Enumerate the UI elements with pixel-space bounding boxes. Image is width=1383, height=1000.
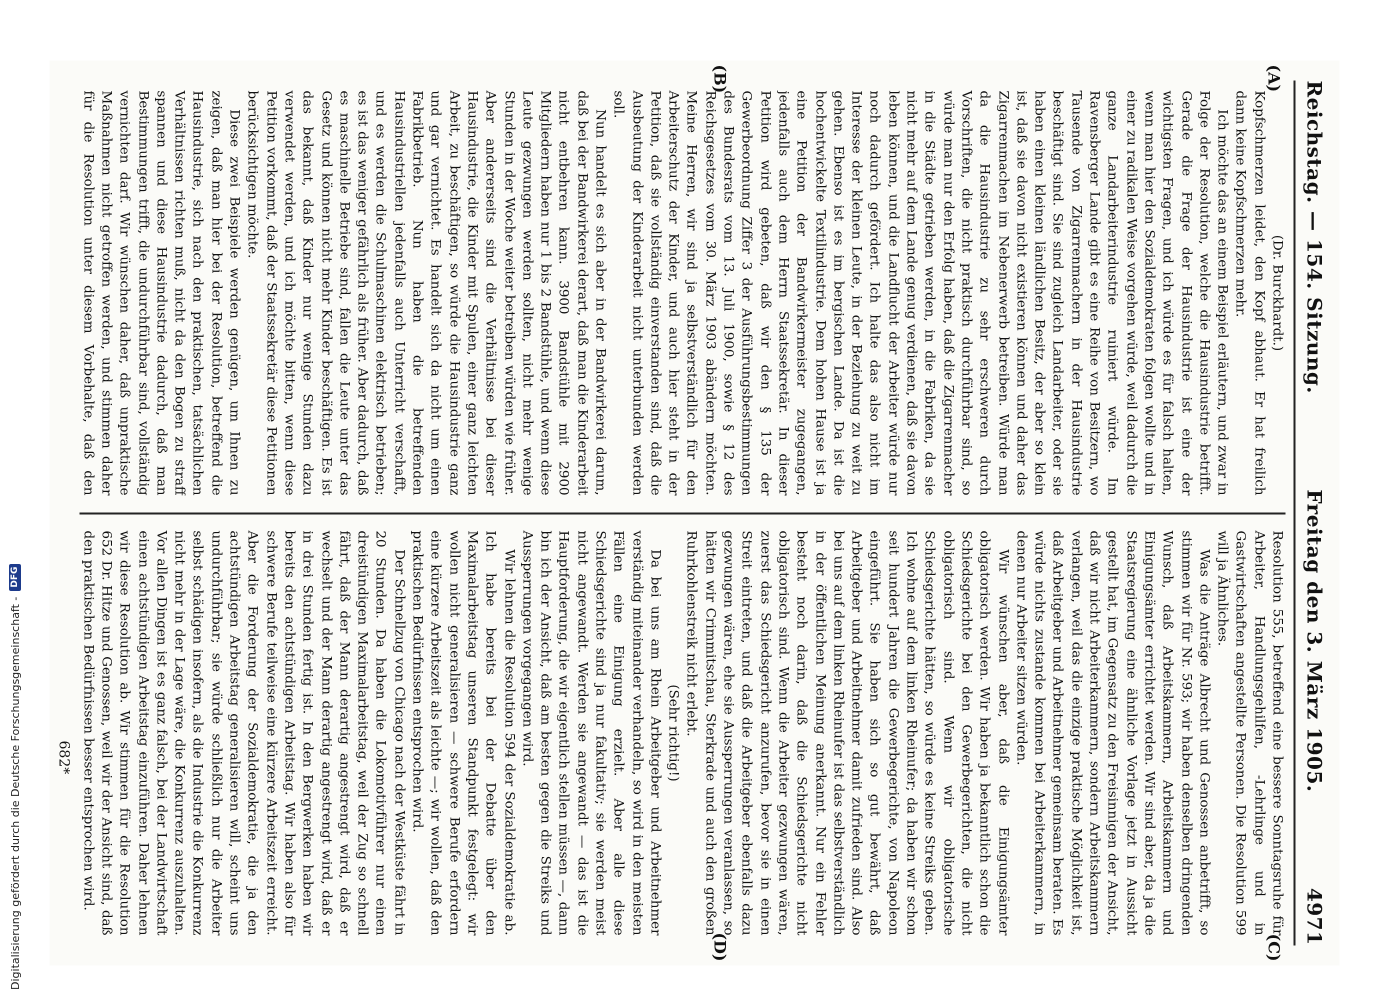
margin-marker-d: (D): [710, 932, 730, 962]
paragraph: Wir lehnen die Resolution 594 der Sozialdemokratie ab. Ich habe bereits bei der Debatte über den Maximalarbeitstag unseren Standpunkt festgelegt: wir wollen nicht generalisieren — schwere Berufe erfordern eine kürzere Arbeitszeit als leichte —; wir wollen, daß den praktischen Bedürfnissen entsprochen wird.: [409, 530, 517, 936]
paragraph: Ich möchte das an einem Beispiel erläutern, und zwar in Folge der Resolution, welche die Hausindustrie betrifft. Gerade die Frage der Hausindustrie ist eine der wichtigsten Fragen, und ich würde es für falsch halten, wenn man hier den Sozialdemokraten folgen wollte und in einer zu radikalen Weise vorgehen würde, weil dadurch die ganze Landarbeiterindustrie ruiniert würde. Im Ravensberger Lande gibt es eine Reihe von Besitzern, wo Tausende von Zigarrenmachern in der Hausindustrie beschäftigt sind. Sie sind zugleich Landarbeiter, oder sie haben einen kleinen ländlichen Besitz, der aber so klein ist, daß sie davon nicht existieren können und daher das Zigarrenmachen im Nebenerwerb betreiben. Würde man da die Hausindustrie zu sehr erschweren durch Vorschriften, die nicht praktisch durchführbar sind, so würde man nur den Erfolg haben, daß die Zigarrenmacher in die Städte getrieben werden, in die Fabriken, da sie nicht mehr auf dem Lande genug verdienen, daß sie davon leben können, und die Landflucht der Arbeiter würde nur noch dadurch gefördert. Ich halte das also nicht im Interesse der kleinen Leute, in der Beziehung zu weit zu gehen. Ebenso ist es im bergischen Lande. Da ist die hochentwickelte Textilindustrie. Dem hohen Hause ist ja eine Petition der Bandwirkermeister zugegangen, jedenfalls auch dem Herrn Staatssekretär. In dieser Petition wird gebeten, daß wir den § 135 der Gewerbeordnung Ziffer 3 der Ausführungsbestimmungen des Bundesrats vom 13. Juli 1900, sowie § 12 des Reichsgesetzes vom 30. März 1903 abändern möchten. Meine Herren, wir sind ja selbstverständlich für den Arbeiterschutz der Kinder, und auch hier steht in der Petition, daß sie vollständig einverstanden sind, daß die Ausbeutung der Kinderarbeit nicht unterbunden werden soll.: [610, 90, 1230, 496]
paragraph: Was die Anträge Albrecht und Genossen anbetrifft, so stimmen wir für Nr. 593; wir haben denselben dringenden Wunsch, daß Arbeitskammern, Arbeitskammern und Einigungsämter errichtet werden. Wir sind aber, da ja die Staatsregierung eine ähnliche Vorlage jetzt in Aussicht gestellt hat, im Gegensatz zu den Freisinnigen der Ansicht, daß wir nicht Arbeiterkammern, sondern Arbeitskammern verlangen, weil das die einzige praktische Möglichkeit ist, daß Arbeitgeber und Arbeitnehmer gemeinsam beraten. Es würde nichts zustande kommen bei Arbeiterkammern, in denen nur Arbeiter sitzen würden.: [1013, 530, 1212, 936]
page-number: 4971: [1302, 887, 1327, 946]
right-column: [80, 531, 1286, 936]
dfg-credit-note: [6, 430, 24, 990]
dfg-logo-icon: DFG: [9, 564, 21, 591]
signature-mark: 682*: [55, 740, 72, 775]
header-rule: [1294, 81, 1296, 946]
paragraph: Da bei uns am Rhein Arbeitgeber und Arbeitnehmer verständig miteinander verhandeln, so wird in den meisten Fällen eine Einigung erzielt. Aber alle diese Schiedsgerichte sind ja nur fakultativ; sie werden meist nicht angewandt. Werden sie angewandt — das ist die Hauptforderung, die wir eigentlich stellen müssen —, dann bin ich der Ansicht, daß am besten gegen die Streiks und Aussperrungen vorgegangen wird.: [519, 530, 663, 936]
header-right: Freitag den 3. März 1905.: [1302, 489, 1327, 793]
paragraph: Diese zwei Beispiele werden genügen, um Ihnen zu zeigen, daß man hier bei der Resolution, betreffend die Hausindustrie, sich nach den praktischen, tatsächlichen Verhältnissen richten muß, nicht da den Bogen zu straff spannen und diese Hausindustrie dadurch, daß man Bestimmungen trifft, die undurchführbar sind, vollständig vernichten darf. Wir wünschen daher, daß unpraktische Maßnahmen nicht getroffen werden, und stimmen daher für die Resolution unter diesem Vorbehalte, daß den: [80, 90, 242, 496]
dfg-credit-text: Digitalisierung gefördert durch die Deutsche Forschungsgemeinschaft -: [8, 596, 22, 990]
scanned-page: [50, 60, 1340, 965]
interjection: (Sehr richtig!): [665, 684, 681, 782]
header-left: Reichstag. — 154. Sitzung.: [1302, 80, 1327, 394]
page-header: [1302, 81, 1328, 946]
margin-marker-b: (B): [710, 64, 730, 94]
left-column: [80, 91, 1286, 496]
speaker-label: (Dr. Burckhardt.): [1269, 234, 1285, 352]
paragraph: Der Schnellzug von Chicago nach der Westküste fährt in 20 Stunden. Da haben die Lokomotivführer nur einen dreistündigen Maximalarbeitstag, weil der Zug so schnell fährt, daß der Mann derartig angestrengt wird, daß er wechselt und der Mann derartig angestrengt wird, daß er in drei Stunden fertig ist. In den Bergwerken haben wir bereits den achtstündigen Arbeitstag. Wir haben also für schwere Berufe teilweise eine kürzere Arbeitszeit erreicht. Aber die Forderung der Sozialdemokratie, die ja den achtstündigen Arbeitstag generalisieren will, scheint uns undurchführbar; sie würde schließlich nur die Arbeiter selbst schädigen insofern, als die Industrie die Konkurrenz nicht mehr in der Lage wäre, die Konkurrenz auszuhalten. Vor allen Dingen ist es ganz falsch, bei der Landwirtschaft einen achtstündigen Arbeitstag einzuführen. Daher lehnen wir diese Resolution ab. Wir stimmen für die Resolution 652 Dr. Hitze und Genossen, weil wir der Ansicht sind, daß den praktischen Bedürfnissen besser entsprochen wird.: [80, 530, 407, 936]
paragraph: Kopfschmerzen leidet, den Kopf abhaut. Er hat freilich dann keine Kopfschmerzen mehr.: [1232, 90, 1267, 496]
rotated-page-content: [50, 61, 1340, 966]
paragraph: Wir wünschen aber, daß die Einigungsämter obligatorisch werden. Wir haben ja bekanntlich schon die Schiedsgerichte bei den Gewerbegerichten, die nicht obligatorisch sind. Wenn wir obligatorische Schiedsgerichte hätten, so würde es keine Streiks geben. Ich wohne auf dem linken Rheinufer; da haben wir schon seit hundert Jahren die Gewerbegerichte, von Napoleon eingeführt. Sie haben sich so gut bewährt, daß Arbeitgeber und Arbeitnehmer damit zufrieden sind. Also bei uns auf dem linken Rheinufer ist das selbstverständlich in der öffentlichen Meinung anerkannt. Nur ein Fehler besteht noch darin, daß die Schiedsgerichte nicht obligatorisch sind. Wenn die Arbeiter gezwungen wären, zuerst das Schiedsgericht anzurufen, bevor sie in einen Streit eintreten, und daß die Arbeitgeber ebenfalls dazu gezwungen wären, ehe sie Aussperrungen veranlassen, so hätten wir Crimmitschau, Sterkrade und auch den großen Ruhrkohlenstreik nicht erlebt.: [684, 530, 1011, 936]
paragraph: Resolution 555, betreffend eine bessere Sonntagsruhe für Arbeiter, Handlungsgehilfen, -Lehrlinge und in Gastwirtschaften angestellte Personen. Die Resolution 599 will ja Ähnliches.: [1214, 530, 1285, 936]
margin-marker-c: (C): [1264, 933, 1284, 962]
column-rule: [80, 513, 1286, 515]
margin-marker-a: (A): [1264, 64, 1284, 93]
paragraph: Nun handelt es sich aber in der Bandwirkerei darum, daß bei der Bandwirkerei derart, daß man die Kinderarbeit nicht entbehren kann. 3900 Bandstühle mit 2900 Mitgliedern haben nur 1 bis 2 Bandstühle, und wenn diese Leute gezwungen werden sollten, nicht mehr wenige Stunden in der Woche weiter betreiben würden wie früher. Aber andererseits sind die Verhältnisse bei dieser Hausindustrie, die Kinder mit Spulen, einer ganz leichten Arbeit, zu beschäftigen, so würde die Hausindustrie ganz und gar vernichtet. Es handelt sich da nicht um einen Fabrikbetrieb. Nun haben die betreffenden Hausindustriellen jedenfalls auch Unterricht verschafft, und es werden die Schulmaschinen elektrisch betrieben; es ist das weniger gefährlich als früher. Aber dadurch, daß es maschinelle Betriebe sind, fallen die Leute unter das Gesetz und können nicht mehr Kinder beschäftigen. Es ist das bekannt, daß Kinder nur wenige Stunden dazu verwendet werden, und ich möchte bitten, wenn diese Petition vorkommt, daß der Staatssekretär diese Petitionen berücksichtigen möchte.: [244, 90, 608, 496]
